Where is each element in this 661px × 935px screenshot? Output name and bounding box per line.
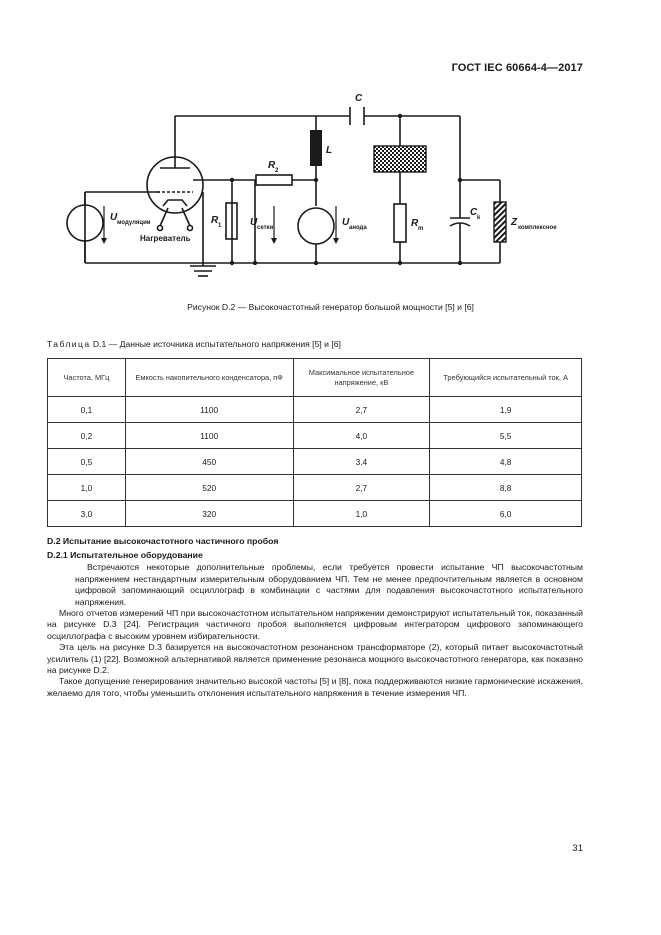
cell-frequency: 0,5: [48, 449, 126, 475]
label-r1: R: [211, 215, 219, 226]
label-u-grid-sub: сетки: [257, 225, 274, 231]
paragraph: Встречаются некоторые дополнительные проблемы, если требуется провести испытание ЧП высокочастотным напряжением нестандартным измерительным оборудованием ЧП. Тем не менее предпочтительным является в основном цифровой запоминающий осциллограф в комбинации с частями для подавления высокочастотного испытательного напряжения.: [75, 562, 583, 607]
section-heading: D.2 Испытание высокочастотного частичного пробоя: [47, 536, 279, 546]
section-text: [47, 536, 583, 699]
cell-capacitance: 1100: [125, 397, 293, 423]
label-c: C: [355, 93, 363, 104]
cell-capacitance: 520: [125, 475, 293, 501]
label-l: L: [326, 145, 333, 156]
table-row: [48, 475, 582, 501]
cell-current: 1,9: [430, 397, 582, 423]
label-z: Z: [511, 217, 518, 228]
cell-capacitance: 450: [125, 449, 293, 475]
cell-voltage: 2,7: [293, 397, 430, 423]
label-ck-sub: k: [477, 215, 481, 221]
table-caption-text: D.1 — Данные источника испытательного напряжения [5] и [6]: [90, 339, 341, 349]
label-u-mod-sub: модуляции: [117, 220, 151, 226]
paragraph: Много отчетов измерений ЧП при высокочастотном испытательном напряжении демонстрируют испытательный ток, показанный на рисунке D.3 [24]. Регистрация частичного пробоя выполняется цифровым интегратором цифрового запоминающего осциллографа с высоким уровнем избирательности.: [47, 607, 583, 641]
header-frequency: Частота, МГц: [48, 359, 126, 397]
cell-current: 6,0: [430, 501, 582, 527]
data-table: [47, 358, 582, 527]
label-u-mod: U: [110, 212, 118, 223]
circuit-diagram: [60, 88, 590, 288]
label-u-grid: U: [250, 217, 258, 228]
cell-voltage: 4,0: [293, 423, 430, 449]
cell-voltage: 1,0: [293, 501, 430, 527]
cell-capacitance: 1100: [125, 423, 293, 449]
cell-frequency: 0,2: [48, 423, 126, 449]
cell-current: 8,8: [430, 475, 582, 501]
cell-capacitance: 320: [125, 501, 293, 527]
label-r1-sub: 1: [218, 223, 222, 229]
label-u-anode-sub: анода: [349, 225, 367, 231]
label-rm-sub: m: [418, 226, 424, 232]
label-ck: C: [470, 207, 478, 218]
cell-current: 4,8: [430, 449, 582, 475]
table-row: [48, 423, 582, 449]
cell-voltage: 3,4: [293, 449, 430, 475]
cell-current: 5,5: [430, 423, 582, 449]
subsection-heading: D.2.1 Испытательное оборудование: [47, 549, 203, 560]
cell-frequency: 1,0: [48, 475, 126, 501]
cell-frequency: 3,0: [48, 501, 126, 527]
paragraph: Такое допущение генерирования значительно высокой частоты [5] и [8], пока поддерживаются низкие гармонические искажения, желаемо для того, чтобы уменьшить отклонения испытательного напряжения в течение измерения ЧП.: [47, 676, 583, 698]
label-z-sub: комплексное: [518, 225, 557, 231]
label-r2: R: [268, 160, 276, 171]
header-voltage: Максимальное испытательное напряжение, кВ: [293, 359, 430, 397]
page-number: 31: [572, 843, 583, 854]
table-caption: [47, 339, 341, 349]
table-header-row: [48, 359, 582, 397]
standard-code: ГОСТ IEC 60664-4—2017: [451, 62, 583, 74]
label-heater: Нагреватель: [140, 234, 191, 243]
table-row: [48, 449, 582, 475]
cell-voltage: 2,7: [293, 475, 430, 501]
label-u-anode: U: [342, 217, 350, 228]
paragraph: Эта цель на рисунке D.3 базируется на высокочастотном резонансном трансформаторе (2), который питает высокочастотный усилитель (1) [22]. Возможной альтернативой является применение резонанса мощного высокочастотного генератора, как показано на рисунке D.2.: [47, 642, 583, 675]
table-caption-prefix: Таблица: [47, 339, 91, 349]
table-row: [48, 397, 582, 423]
label-rm: R: [411, 218, 419, 229]
cell-frequency: 0,1: [48, 397, 126, 423]
figure-caption: Рисунок D.2 — Высокочастотный генератор большой мощности [5] и [6]: [187, 302, 474, 312]
header-current: Требующийся испытательный ток, А: [430, 359, 582, 397]
label-r2-sub: 2: [275, 168, 279, 174]
table-row: [48, 501, 582, 527]
header-capacitance: Емкость накопительного конденсатора, пФ: [125, 359, 293, 397]
